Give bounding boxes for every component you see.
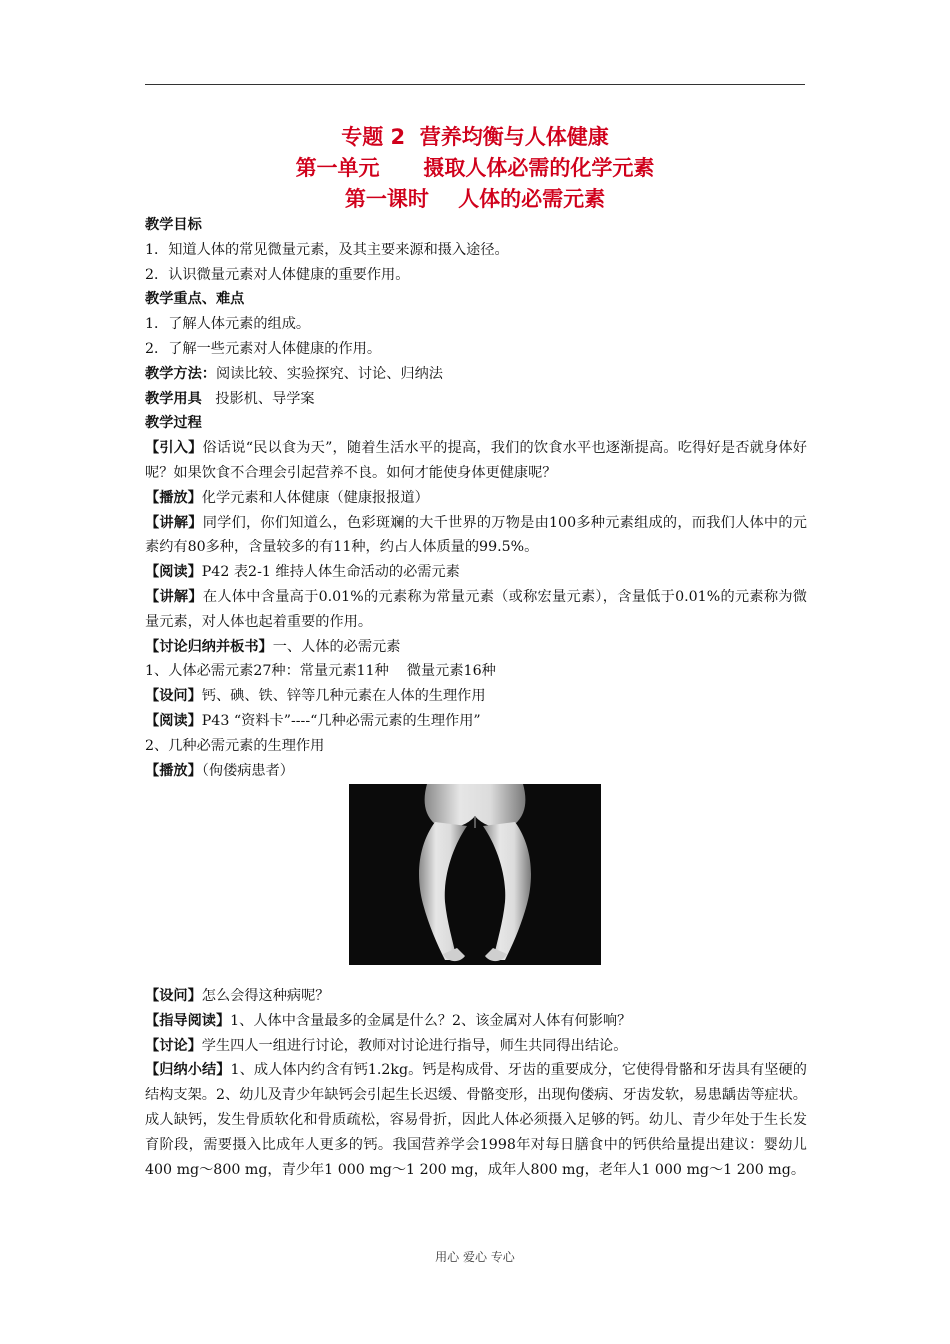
step-text: P42 表2-1 维持人体生命活动的必需元素 <box>201 564 460 581</box>
step-play-2 <box>145 759 807 784</box>
step-text: 钙、碘、铁、锌等几种元素在人体的生理作用 <box>201 688 486 705</box>
method-label: 教学方法： <box>145 365 216 382</box>
step-tag: 【设问】 <box>145 988 202 1004</box>
step-text: 在人体中含量高于0.01%的元素称为常量元素（或称宏量元素），含量低于0.01%的元素称为微量元素，对人体也起着重要的作用。 <box>145 588 807 630</box>
method-line <box>145 362 807 387</box>
keypoints-heading: 教学重点、难点 <box>145 291 245 308</box>
step-tag: 【引入】 <box>145 440 203 457</box>
step-tag: 【讨论】 <box>145 1037 202 1054</box>
lesson-title: 第一课时 人体的必需元素 <box>344 187 606 211</box>
keypoint-item: 1．了解人体元素的组成。 <box>145 316 311 333</box>
step-tag: 【阅读】 <box>145 564 202 581</box>
step-text: 1、人体必需元素27种：常量元素11种 微量元素16种 <box>145 663 496 680</box>
step-tag: 【讨论归纳并板书】 <box>145 638 273 655</box>
rickets-photo <box>349 784 601 965</box>
step-text: （佝偻病患者） <box>201 762 294 779</box>
header-rule <box>145 84 805 85</box>
summary-tag: 【归纳小结】 <box>145 1062 231 1079</box>
lesson-body-2 <box>145 984 807 1182</box>
lesson-body <box>145 213 807 783</box>
unit-title: 第一单元 摄取人体必需的化学元素 <box>295 156 655 180</box>
step-discuss <box>145 635 807 660</box>
board-line-1 <box>145 659 807 684</box>
step-discussion <box>145 1034 807 1059</box>
legs-illustration <box>349 784 601 965</box>
summary-paragraph <box>145 1058 807 1182</box>
step-tag: 【讲解】 <box>145 588 203 605</box>
step-read-2 <box>145 709 807 734</box>
step-explain-2 <box>145 585 807 635</box>
tools-line <box>145 387 807 412</box>
summary-text: 1、成人体内约含有钙1.2kg。钙是构成骨、牙齿的重要成分，它使得骨骼和牙齿具有坚硬的结构支架。2、幼儿及青少年缺钙会引起生长迟缓、骨骼变形，出现佝偻病、牙齿发软，易患龋齿等症状。成人缺钙，发生骨质软化和骨质疏松，容易骨折，因此人体必须摄入足够的钙。幼儿、青少年处于生长发育阶段，需要摄入比成年人更多的钙。我国营养学会1998年对每日膳食中的钙供给量提出建议：婴幼儿400 mg～800 mg，青少年1 000 mg～1 200 mg，成年人800 mg，老年人1 000 mg～1 200 mg。 <box>145 1062 807 1178</box>
page-footer: 用心 爱心 专心 <box>435 1250 515 1264</box>
step-guided-reading <box>145 1009 807 1034</box>
goal-item: 2．认识微量元素对人体健康的重要作用。 <box>145 266 410 283</box>
step-text: 俗话说“民以食为天”，随着生活水平的提高，我们的饮食水平也逐渐提高。吃得好是否就身体好呢？如果饮食不合理会引起营养不良。如何才能使身体更健康呢？ <box>145 440 807 481</box>
board-line-2 <box>145 734 807 759</box>
step-text: 学生四人一组进行讨论，教师对讨论进行指导，师生共同得出结论。 <box>201 1037 628 1054</box>
step-question <box>145 684 807 709</box>
step-question-2 <box>145 984 807 1009</box>
keypoint-item: 2．了解一些元素对人体健康的作用。 <box>145 340 382 357</box>
title-block <box>145 122 805 215</box>
step-tag: 【设问】 <box>145 688 202 705</box>
step-tag: 【讲解】 <box>145 514 203 531</box>
step-text: 同学们，你们知道么，色彩斑斓的大千世界的万物是由100多种元素组成的，而我们人体中的元素约有80多种，含量较多的有11种，约占人体质量的99.5%。 <box>145 514 807 556</box>
tools-text: 投影机、导学案 <box>201 390 315 407</box>
step-text: 2、几种必需元素的生理作用 <box>145 737 325 754</box>
step-tag: 【指导阅读】 <box>145 1012 231 1029</box>
step-tag: 【播放】 <box>145 762 202 779</box>
step-read <box>145 560 807 585</box>
step-text: 一、人体的必需元素 <box>272 638 401 655</box>
goals-heading: 教学目标 <box>145 217 202 233</box>
step-explain <box>145 511 807 561</box>
step-text: P43 “资料卡”----“几种必需元素的生理作用” <box>201 712 481 729</box>
process-heading: 教学过程 <box>145 415 202 432</box>
step-text: 怎么会得这种病呢？ <box>201 988 330 1004</box>
method-text: 阅读比较、实验探究、讨论、归纳法 <box>215 365 443 382</box>
step-play <box>145 486 807 511</box>
step-text: 化学元素和人体健康（健康报报道） <box>201 489 429 506</box>
topic-title: 专题 2 营养均衡与人体健康 <box>341 125 609 149</box>
step-text: 1、人体中含量最多的金属是什么？2、该金属对人体有何影响？ <box>230 1012 632 1029</box>
step-tag: 【播放】 <box>145 489 202 506</box>
step-tag: 【阅读】 <box>145 712 202 729</box>
goal-item: 1．知道人体的常见微量元素，及其主要来源和摄入途径。 <box>145 241 509 258</box>
step-intro <box>145 436 807 486</box>
tools-label: 教学用具 <box>145 390 202 407</box>
